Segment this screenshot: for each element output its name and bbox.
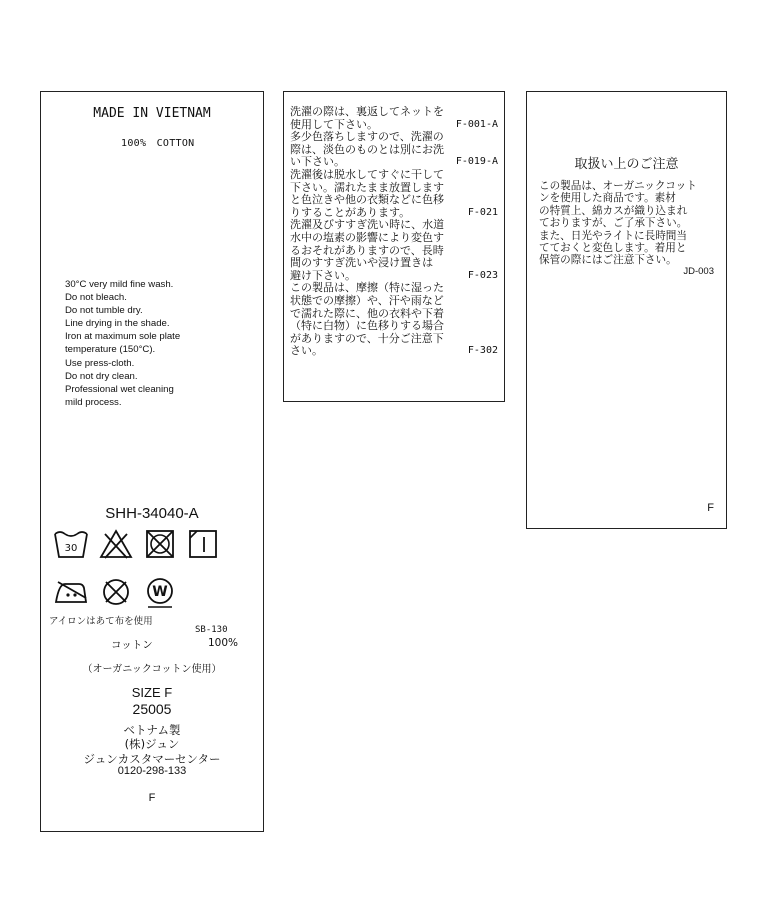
fiber-name: コットン	[111, 639, 153, 651]
note-line: 間のすすぎ洗いや浸け置きは	[290, 256, 434, 270]
f-mark: F	[707, 502, 714, 514]
note-code: F-019-A	[455, 156, 498, 168]
customer-center: ジュンカスタマーセンター	[83, 752, 221, 766]
wash-temp-text: 30	[64, 543, 78, 554]
note-code: F-302	[467, 345, 498, 357]
wet-clean-icon	[143, 576, 177, 610]
note-line: 際は、淡色のものとは別にお洗	[290, 142, 444, 156]
care-line: Iron at maximum sole plate	[65, 331, 181, 343]
note-line: 洗濯の際は、裏返してネットを	[290, 105, 444, 118]
caution-code: JD-003	[683, 266, 714, 277]
iron-icon	[53, 576, 89, 608]
f-mark: F	[148, 792, 156, 804]
model-number: SHH-34040-A	[105, 505, 199, 522]
note-line: 水中の塩素の影響により変色す	[290, 230, 444, 244]
note-line: い下さい。 F-019-A	[290, 155, 498, 169]
sb-code: SB-130	[195, 625, 228, 635]
care-label-middle	[283, 91, 505, 402]
caution-line: の特質上、綿カスが織り込まれ	[539, 204, 688, 217]
care-line: Do not bleach.	[65, 292, 127, 304]
size-text: SIZE F	[131, 685, 173, 700]
note-line: 避け下さい。 F-023	[290, 268, 498, 282]
washing-notes	[290, 106, 500, 358]
note-line: るおそれがありますので、長時	[290, 243, 444, 257]
note-line: がありますので、十分ご注意下	[290, 331, 444, 345]
note-line: 使用して下さい。 F-001-A	[290, 117, 498, 131]
caution-line: 保管の際にはご注意下さい。	[539, 254, 677, 267]
note-code: F-023	[467, 269, 498, 281]
care-label-left	[40, 91, 264, 832]
do-not-bleach-icon	[99, 528, 133, 560]
caution-title: 取扱い上のご注意	[574, 157, 679, 172]
phone-number: 0120-298-133	[117, 765, 187, 777]
note-line: この製品は、摩擦（特に湿った	[290, 281, 444, 295]
note-line: で濡れた際に、他の衣料や下着	[290, 306, 444, 320]
organic-note: （オーガニックコットン使用）	[82, 664, 222, 675]
do-not-tumble-dry-icon	[144, 528, 176, 560]
line-dry-shade-icon	[187, 528, 219, 560]
caution-line: ンを使用した商品です。素材	[539, 192, 676, 205]
note-code: F-021	[467, 206, 498, 218]
care-line: Line drying in the shade.	[65, 318, 170, 330]
note-line: と色泣きや他の衣類などに色移	[290, 193, 444, 207]
do-not-dry-clean-icon	[100, 576, 132, 608]
care-line: temperature (150°C).	[65, 344, 156, 356]
note-line: 状態での摩擦）や、汗や雨など	[290, 293, 444, 307]
caution-body	[539, 180, 721, 267]
caution-line: てておくと変色します。着用と	[539, 242, 687, 255]
note-line: 洗濯及びすすぎ洗い時に、水道	[290, 218, 445, 232]
care-instructions-en	[65, 278, 255, 409]
care-line: mild process.	[65, 396, 122, 408]
product-number: 25005	[132, 701, 172, 717]
company-name: (株)ジュン	[124, 737, 180, 751]
note-line: 多少色落ちしますので、洗濯の	[290, 130, 444, 144]
note-line: さい。 F-302	[290, 344, 498, 358]
care-line: Do not tumble dry.	[65, 305, 143, 317]
caution-line: この製品は、オーガニックコット	[539, 180, 697, 192]
care-line: Do not dry clean.	[65, 370, 138, 382]
care-line: 30°C very mild fine wash.	[65, 279, 174, 290]
note-line: （特に白物）に色移りする場合	[290, 319, 444, 333]
wash-30-icon	[53, 528, 89, 560]
wet-clean-letter: W	[152, 584, 168, 600]
note-line: 下さい。濡れたまま放置します	[290, 180, 444, 194]
iron-note: アイロンはあて布を使用	[49, 616, 153, 627]
origin-text: MADE IN VIETNAM	[93, 106, 211, 121]
country-of-origin: ベトナム製	[123, 723, 181, 737]
care-label-right	[526, 91, 727, 529]
note-code: F-001-A	[455, 118, 498, 130]
caution-line: ておりますが、ご了承下さい。	[539, 217, 688, 230]
care-line: Use press-cloth.	[65, 357, 135, 369]
composition-text: 100% COTTON	[121, 138, 195, 149]
fiber-percent: 100%	[208, 637, 239, 649]
note-line: りすることがあります。 F-021	[290, 205, 498, 219]
care-line: Professional wet cleaning	[65, 383, 174, 395]
note-line: 洗濯後は脱水してすぐに干して	[290, 167, 444, 181]
caution-line: また、日光やライトに長時間当	[539, 229, 687, 242]
